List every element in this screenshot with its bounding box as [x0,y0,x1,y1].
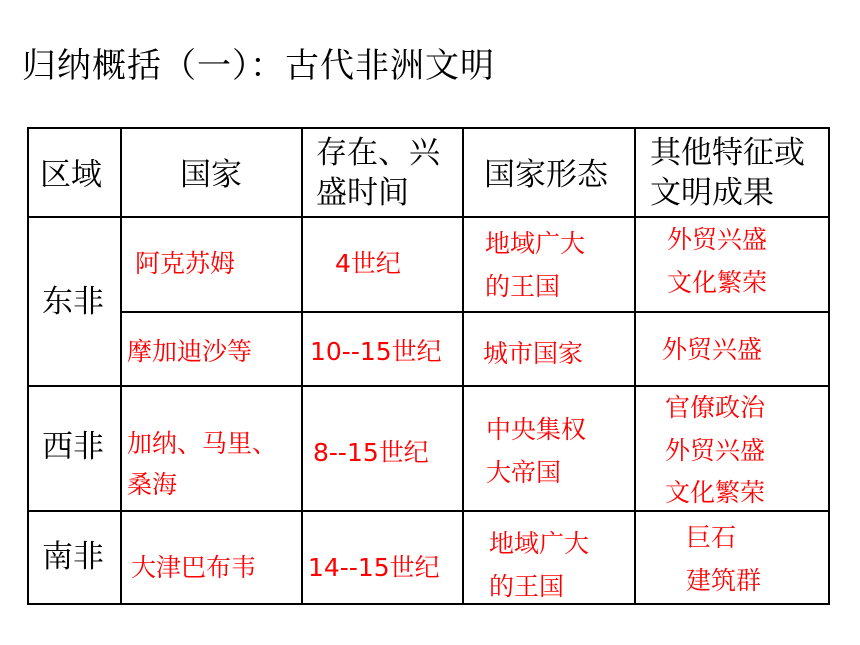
row3-form [486,414,586,489]
region-south: 南非 [42,539,104,575]
row1-form-line-1: 地域广大 [485,229,586,258]
col-divider-3 [462,127,464,605]
row1-country: 阿克苏姆 [135,249,236,278]
region-east: 东非 [42,284,104,320]
east-inner-divider [120,311,830,313]
header-form: 国家形态 [484,157,608,193]
row3-feature [665,392,765,510]
row1-time: 4世纪 [335,249,401,278]
row1-form-line-2: 的王国 [485,271,561,301]
row2-feature: 外贸兴盛 [662,335,763,364]
header-divider [27,216,830,218]
east-west-divider [27,385,830,387]
west-south-divider [27,510,830,512]
row1-form [485,228,585,303]
row3-feature-line-2: 外贸兴盛 [665,435,766,465]
table-border-bottom [27,603,830,605]
row3-country-line-2: 桑海 [127,469,178,499]
row3-feature-line-3: 文化繁荣 [665,478,766,507]
header-feature-line-1: 其他特征或 [650,135,805,171]
row3-time: 8--15世纪 [313,438,429,467]
row3-form-line-2: 大帝国 [486,457,562,487]
row3-feature-line-1: 官僚政治 [665,393,766,422]
row1-feature-line-1: 外贸兴盛 [667,225,768,254]
header-feature-line-2: 文明成果 [650,175,774,212]
row3-country-line-1: 加纳、马里、 [127,429,278,458]
header-country: 国家 [180,157,242,193]
col-divider-2 [301,127,303,605]
page-title: 归纳概括（一）：古代非洲文明 [22,46,495,86]
row4-feature [686,522,761,597]
row4-form-line-1: 地域广大 [489,529,590,558]
row1-feature-line-2: 文化繁荣 [667,267,768,297]
table-border-right [828,127,830,605]
region-west: 西非 [42,429,104,465]
row3-country [127,428,277,501]
col-divider-4 [634,127,636,605]
row2-time: 10--15世纪 [310,337,442,366]
header-region: 区域 [40,157,102,193]
header-time [316,133,440,214]
table-border-top [27,127,830,129]
row4-form [489,528,589,603]
row4-time: 14--15世纪 [308,553,440,582]
row2-form: 城市国家 [483,339,584,368]
header-time-line-1: 存在、兴 [316,135,440,171]
row4-feature-line-2: 建筑群 [686,565,762,595]
row3-form-line-1: 中央集权 [486,415,587,444]
row1-feature [667,224,767,299]
row4-country: 大津巴布韦 [131,553,257,582]
header-feature [650,133,805,214]
header-time-line-2: 盛时间 [316,175,409,212]
row4-form-line-2: 的王国 [489,571,565,601]
table-border-left [27,127,29,605]
row2-country: 摩加迪沙等 [127,337,253,366]
col-divider-1 [120,127,122,605]
row4-feature-line-1: 巨石 [686,523,737,552]
